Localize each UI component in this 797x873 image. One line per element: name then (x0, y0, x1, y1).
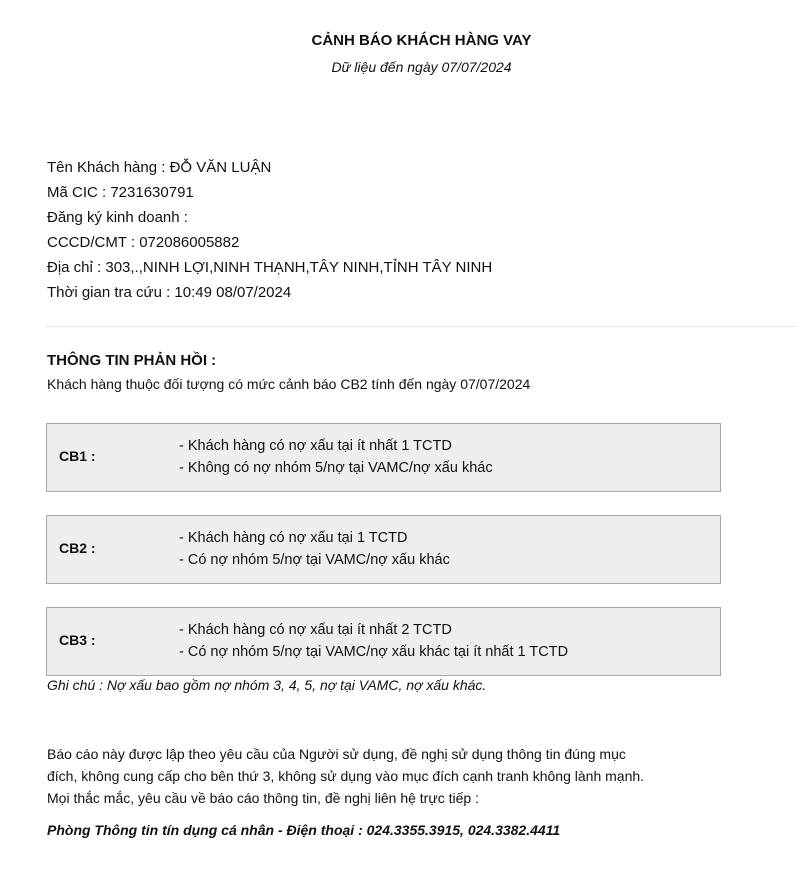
disclaimer-line: Báo cáo này được lập theo yêu cầu của Người sử dụng, đề nghị sử dụng thông tin đúng mục (47, 746, 626, 762)
warning-criterion: - Không có nợ nhóm 5/nợ tại VAMC/nợ xấu khác (179, 460, 493, 476)
warning-box-cb3 (46, 607, 721, 676)
customer-id-card: CCCD/CMT : 072086005882 (47, 234, 240, 251)
warning-criterion: - Khách hàng có nợ xấu tại ít nhất 2 TCTD (179, 622, 452, 638)
warning-criteria (179, 527, 450, 571)
section-divider (45, 326, 797, 327)
customer-cic: Mã CIC : 7231630791 (47, 184, 194, 201)
warning-criterion: - Có nợ nhóm 5/nợ tại VAMC/nợ xấu khác tại ít nhất 1 TCTD (179, 644, 569, 660)
warning-label: CB1 : (59, 448, 96, 464)
disclaimer-line: đích, không cung cấp cho bên thứ 3, không sử dụng vào mục đích cạnh tranh không lành mạnh. (47, 768, 645, 784)
customer-business-registration: Đăng ký kinh doanh : (47, 209, 188, 226)
customer-info (47, 155, 492, 305)
warning-criteria (179, 619, 568, 663)
warning-criterion: - Có nợ nhóm 5/nợ tại VAMC/nợ xấu khác (179, 552, 450, 568)
warning-criteria (179, 435, 493, 479)
contact-info: Phòng Thông tin tín dụng cá nhân - Điện thoại : 024.3355.3915, 024.3382.4411 (47, 822, 561, 838)
warning-label: CB2 : (59, 540, 96, 556)
warning-box-cb2 (46, 515, 721, 584)
warning-label: CB3 : (59, 632, 96, 648)
warning-box-cb1 (46, 423, 721, 492)
customer-name: Tên Khách hàng : ĐỖ VĂN LUẬN (47, 159, 272, 176)
disclaimer-line: Mọi thắc mắc, yêu cầu về báo cáo thông tin, đề nghị liên hệ trực tiếp : (47, 790, 479, 806)
feedback-summary: Khách hàng thuộc đối tượng có mức cảnh báo CB2 tính đến ngày 07/07/2024 (47, 376, 531, 392)
report-date-subtitle: Dữ liệu đến ngày 07/07/2024 (331, 59, 512, 75)
note: Ghi chú : Nợ xấu bao gồm nợ nhóm 3, 4, 5, nợ tại VAMC, nợ xấu khác. (47, 677, 487, 693)
lookup-time: Thời gian tra cứu : 10:49 08/07/2024 (47, 284, 292, 301)
warning-criterion: - Khách hàng có nợ xấu tại 1 TCTD (179, 530, 408, 546)
feedback-heading: THÔNG TIN PHẢN HỒI : (47, 352, 217, 369)
warning-criterion: - Khách hàng có nợ xấu tại ít nhất 1 TCTD (179, 438, 452, 454)
customer-address: Địa chỉ : 303,.,NINH LỢI,NINH THẠNH,TÂY NINH,TỈNH TÂY NINH (47, 259, 493, 276)
report-title: CẢNH BÁO KHÁCH HÀNG VAY (311, 32, 532, 49)
disclaimer (47, 743, 644, 809)
